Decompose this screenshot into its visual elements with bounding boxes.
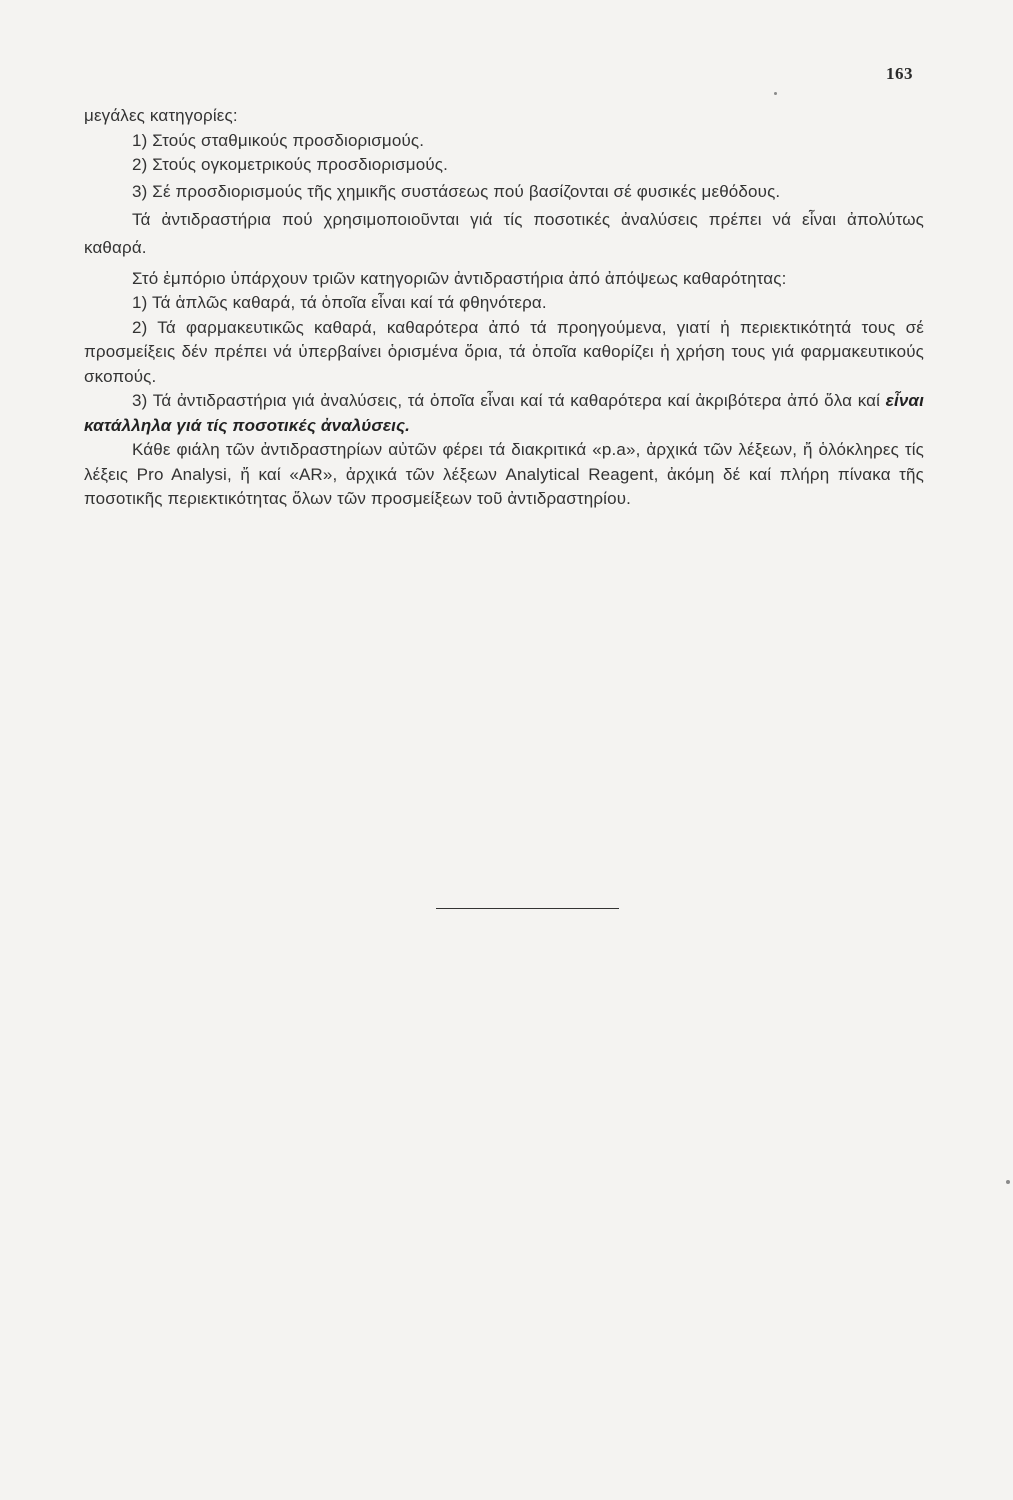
page-number: 163	[886, 64, 913, 83]
list-item-volumetric: 2) Στούς ογκομετρικούς προσδιορισμούς.	[132, 155, 449, 174]
list-item-gravimetric: 1) Στούς σταθμικούς προσδιορισμούς.	[132, 130, 425, 150]
paragraph-market-categories: Στό ἐμπόριο ὑπάρχουν τριῶν κατηγοριῶν ἀντιδραστήρια ἀπό ἀπόψεως καθαρότητας:	[132, 268, 787, 288]
emphasized-text: εἶναι κατάλληλα γιά τίς ποσοτικές ἀναλύσεις.	[84, 391, 924, 435]
list-item-simply-pure: 1) Τά ἁπλῶς καθαρά, τά ὁποῖα εἶναι καί τά φθηνότερα.	[132, 293, 547, 312]
analytical-text: 3) Τά ἀντιδραστήρια γιά ἀναλύσεις, τά ὁποῖα εἶναι καί τά καθαρότερα καί ἀκριβότερα ἀπό ὅλα καί	[132, 391, 886, 410]
paragraph-reagents-purity: Τά ἀντιδραστήρια πού χρησιμοποιοῦνται γιά τίς ποσοτικές ἀναλύσεις πρέπει νά εἶναι ἀπολύτως καθαρά.	[84, 209, 924, 257]
list-item-pharmaceutical: 2) Τά φαρμακευτικῶς καθαρά, καθαρότερα ἀπό τά προηγούμενα, γιατί ἡ περιεκτικότητά τους σέ προσμείξεις δέν πρέπει νά ὑπερβαίνει ὁρισμένα ὅρια, τά ὁποῖα καθορίζει ἡ χρήση τους γιά φαρμακευτικούς σκοπούς.	[84, 317, 924, 386]
section-divider	[436, 908, 619, 909]
scan-speck	[1006, 1180, 1010, 1184]
paragraph-bottle-labels: Κάθε φιάλη τῶν ἀντιδραστηρίων αὐτῶν φέρει τά διακριτικά «p.a», ἀρχικά τῶν λέξεων, ἤ ὁλόκληρες τίς λέξεις Pro Analysi, ἤ καί «AR», ἀρχικά τῶν λέξεων Analytical Reagent, ἀκόμη δέ καί πλήρη πίνακα τῆς ποσοτικῆς περιεκτικότητας ὅλων τῶν προσμείξεων τοῦ ἀντιδραστηρίου.	[84, 440, 924, 508]
list-item-physical-methods: 3) Σέ προσδιορισμούς τῆς χημικῆς συστάσεως πού βασίζονται σέ φυσικές μεθόδους.	[132, 181, 781, 201]
body-text	[84, 104, 924, 512]
list-item-analytical	[84, 389, 924, 438]
paragraph-categories-intro: μεγάλες κατηγορίες:	[84, 106, 238, 125]
scan-speck	[774, 92, 777, 95]
